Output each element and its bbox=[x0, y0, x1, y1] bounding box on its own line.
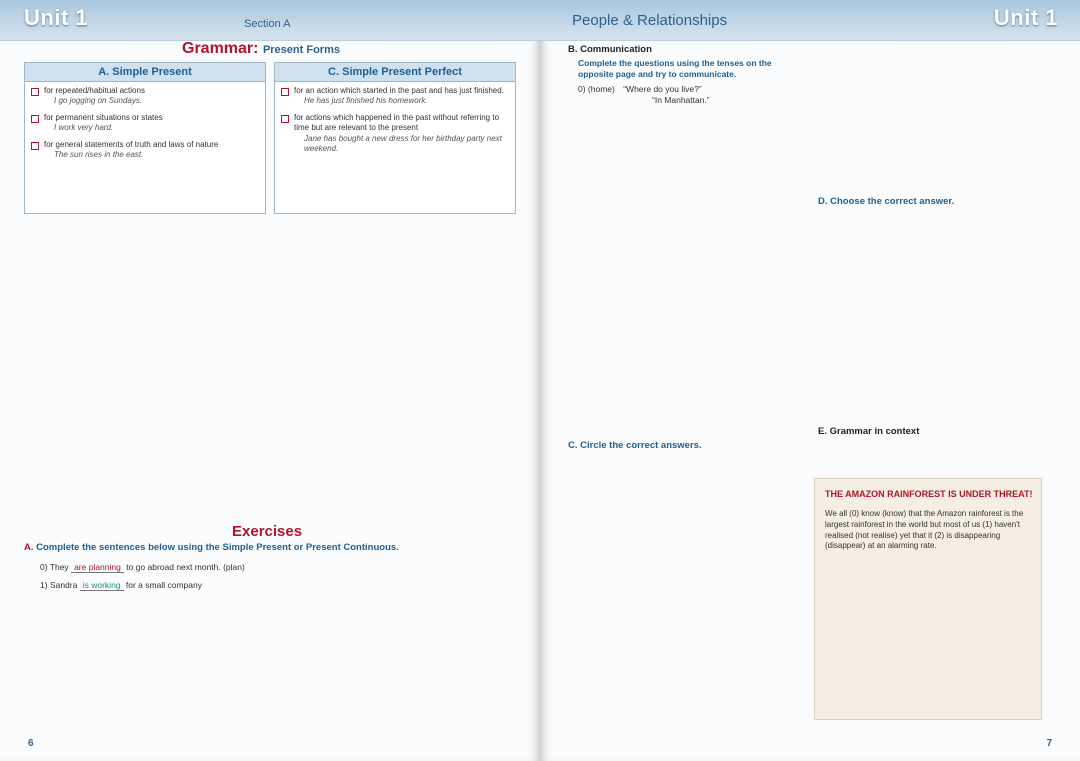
section-e-title: E. Grammar in context bbox=[818, 426, 920, 437]
unit-label-right: Unit 1 bbox=[993, 5, 1058, 30]
answer-field[interactable]: are planning bbox=[71, 562, 124, 573]
right-page bbox=[540, 0, 1080, 761]
unit-label-left: Unit 1 bbox=[24, 5, 89, 30]
bullet-icon bbox=[281, 115, 289, 123]
grammar-box-body bbox=[275, 82, 515, 164]
section-b-instruction: Complete the questions using the tenses on the opposite page and try to communicate. bbox=[578, 58, 772, 80]
bullet-icon bbox=[31, 115, 39, 123]
page-number-right: 7 bbox=[1046, 738, 1052, 749]
grammar-box-heading: C. Simple Present Perfect bbox=[275, 63, 515, 82]
grammar-rule: for permanent situations or states I work very hard. bbox=[31, 113, 259, 134]
bullet-icon bbox=[31, 142, 39, 150]
section-c-title: C. Circle the correct answers. bbox=[568, 440, 702, 451]
grammar-rule: for general statements of truth and laws of nature The sun rises in the east. bbox=[31, 140, 259, 161]
leaflet-title: THE AMAZON RAINFOREST IS UNDER THREAT! bbox=[825, 489, 1033, 499]
exercises-title: Exercises bbox=[232, 523, 303, 540]
grammar-rule: for actions which happened in the past without referring to time but are relevant to the present Jane has bought a new dress for her birthday party next weekend. bbox=[281, 113, 509, 155]
section-label: Section A bbox=[244, 18, 291, 30]
grammar-box-body bbox=[25, 82, 265, 170]
grammar-box-heading: A. Simple Present bbox=[25, 63, 265, 82]
page-number-left: 6 bbox=[28, 738, 34, 749]
exercise-a-instruction: A. Complete the sentences below using the Simple Present or Present Continuous. bbox=[24, 542, 399, 553]
section-b-item: 0) (home) “Where do you live?” “In Manhattan.” bbox=[578, 84, 710, 106]
exercise-item: 0) They are planning to go abroad next month. (plan) bbox=[40, 562, 245, 572]
section-d-title: D. Choose the correct answer. bbox=[818, 196, 955, 207]
answer-field[interactable]: is working bbox=[80, 580, 124, 591]
grammar-rule: for an action which started in the past and has just finished. He has just finished his homework. bbox=[281, 86, 509, 107]
grammar-rule: for repeated/habitual actions I go jogging on Sundays. bbox=[31, 86, 259, 107]
chapter-title: People & Relationships bbox=[572, 12, 728, 29]
grammar-title: Grammar: Present Forms bbox=[182, 40, 340, 57]
leaflet-box bbox=[814, 478, 1042, 720]
grammar-box-present-perfect bbox=[274, 62, 516, 214]
leaflet-text: We all (0) know (know) that the Amazon rainforest is the largest rainforest in the world but most of us (1) haven't realised (not realise) yet that it (2) is disappearing (disappear) at an alarming rate. bbox=[825, 509, 1024, 551]
section-b-title: B. Communication bbox=[568, 44, 652, 55]
bullet-icon bbox=[281, 88, 289, 96]
exercise-item: 1) Sandra is working for a small company bbox=[40, 580, 202, 590]
bullet-icon bbox=[31, 88, 39, 96]
grammar-box-simple-present bbox=[24, 62, 266, 214]
